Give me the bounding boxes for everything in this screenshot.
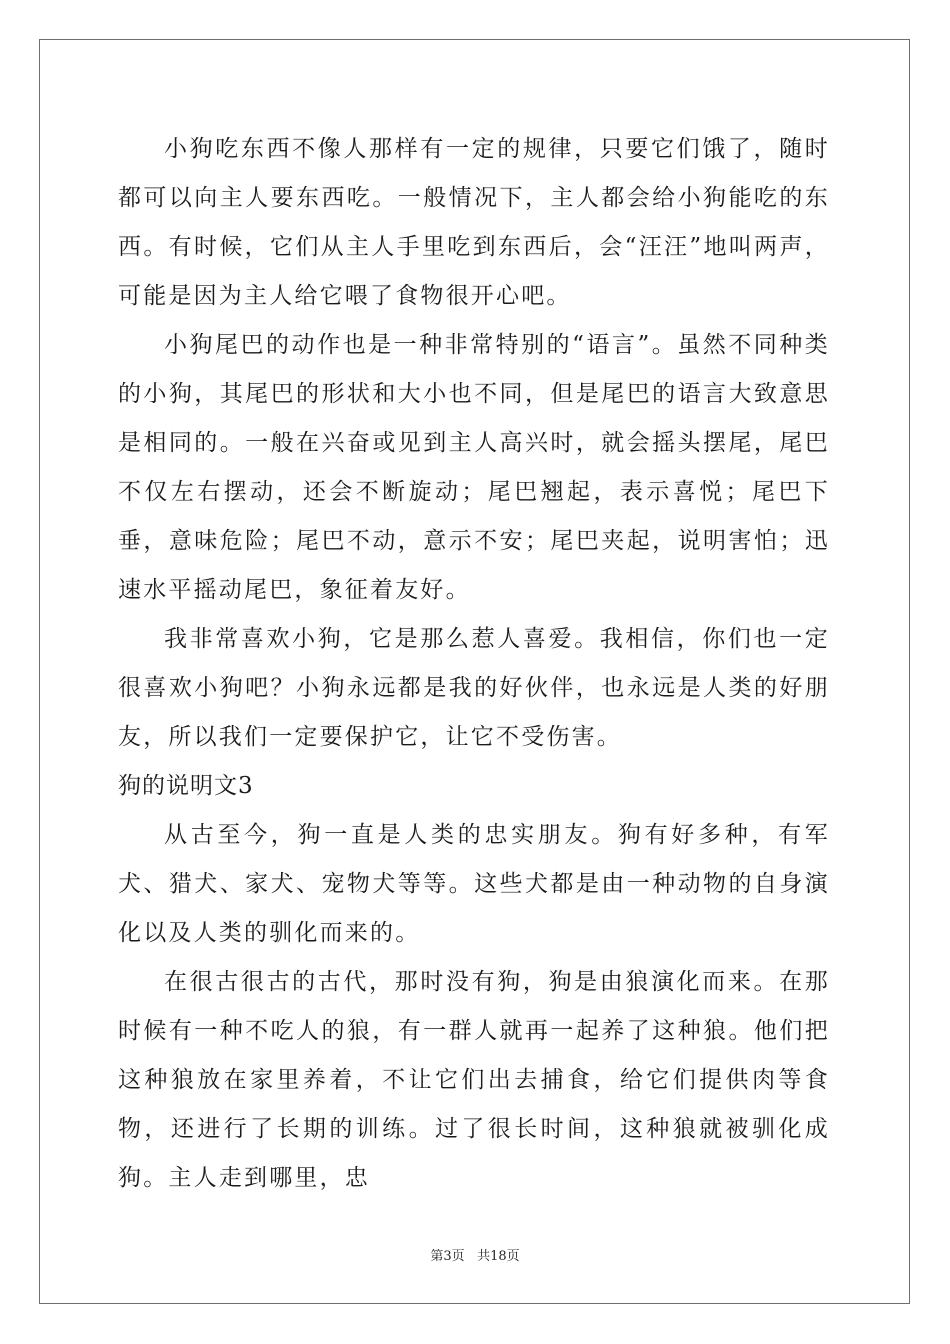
page-number: 第3页 <box>430 1249 465 1264</box>
paragraph: 小狗吃东西不像人那样有一定的规律，只要它们饿了，随时都可以向主人要东西吃。一般情况下，主人都会给小狗能吃的东西。有时候，它们从主人手里吃到东西后，会“汪汪”地叫两声，可能是因为主人给它喂了食物很开心吧。 <box>118 136 830 309</box>
document-body <box>118 125 830 1203</box>
total-pages: 共18页 <box>477 1249 520 1264</box>
paragraph: 小狗尾巴的动作也是一种非常特别的“语言”。虽然不同种类的小狗，其尾巴的形状和大小也不同，但是尾巴的语言大致意思是相同的。一般在兴奋或见到主人高兴时，就会摇头摆尾，尾巴不仅左右摆动，还会不断旋动；尾巴翘起，表示喜悦；尾巴下垂，意味危险；尾巴不动，意示不安；尾巴夹起，说明害怕；迅速水平摇动尾巴，象征着友好。 <box>118 332 830 603</box>
paragraph: 从古至今，狗一直是人类的忠实朋友。狗有好多种，有军犬、猎犬、家犬、宠物犬等等。这些犬都是由一种动物的自身演化以及人类的驯化而来的。 <box>118 822 830 946</box>
paragraph: 我非常喜欢小狗，它是那么惹人喜爱。我相信，你们也一定很喜欢小狗吧？小狗永远都是我的好伙伴，也永远是人类的好朋友，所以我们一定要保护它，让它不受伤害。 <box>118 626 830 750</box>
paragraph: 在很古很古的古代，那时没有狗，狗是由狼演化而来。在那时候有一种不吃人的狼，有一群人就再一起养了这种狼。他们把这种狼放在家里养着，不让它们出去捕食，给它们提供肉等食物，还进行了长期的训练。过了很长时间，这种狼就被驯化成狗。主人走到哪里，忠 <box>118 969 830 1191</box>
section-title: 狗的说明文3 <box>118 773 254 799</box>
page-footer <box>0 1245 950 1264</box>
